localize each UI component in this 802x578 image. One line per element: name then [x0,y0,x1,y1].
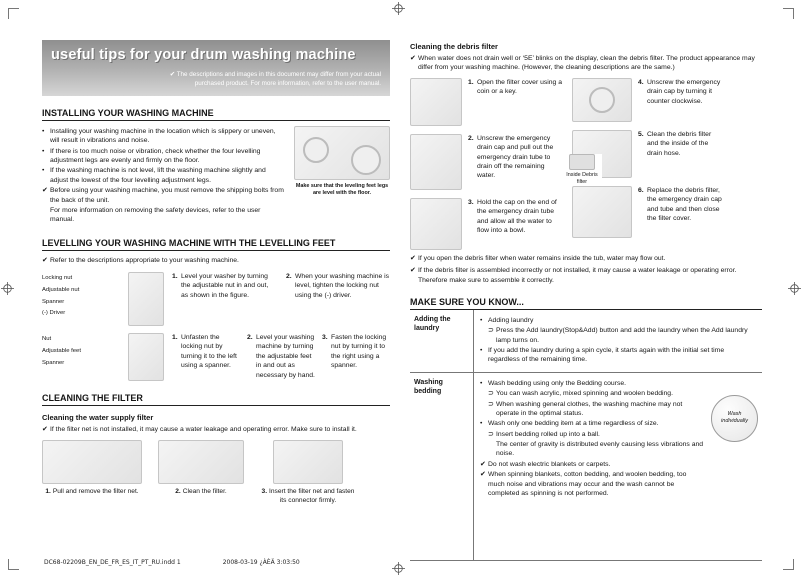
inside-debris-filter-label [562,154,602,186]
diagram-label: Spanner [42,298,65,305]
diagram-labels [42,333,123,381]
step-item [468,78,564,126]
step-number: 2. [286,273,292,280]
list-item [42,206,284,225]
machine-door-shape [303,137,329,163]
row-content [474,373,762,560]
registration-mark-left [1,282,14,295]
blank-marker [488,440,496,459]
step-number: 2. [175,488,181,496]
section-heading-make-sure: MAKE SURE YOU KNOW... [410,297,762,310]
list-item [42,147,284,166]
bullet-text: If the washing machine is not level, lift the washing machine slightly and adjust the lowest of the four levelling adjustment legs. [50,167,266,184]
bullet-marker: • [480,347,483,354]
filter-step-photo [273,440,343,484]
step-item [638,130,724,178]
step-text: When your washing machine is level, tighten the locking nut using the (-) driver. [295,273,390,299]
filter-step-photo [158,440,244,484]
debris-step-row [410,134,564,190]
leveling-leg-detail-shape [351,145,381,175]
levelling-diagram-1 [42,272,390,326]
step-item [172,333,240,381]
bullet-text: If there is too much noise or vibration, check whether the four levelling adjustment legs are evenly and firmly on the floor. [50,147,261,164]
step-number: 3. [468,198,474,206]
levelling-note [42,256,390,265]
debris-step-photo [410,78,462,126]
drain-cap-shape [589,87,615,113]
debris-warning-notes [410,254,762,285]
step-text: Pull and remove the filter net. [52,488,139,496]
bullet-text: For more information on removing the safety devices, refer to the user manual. [50,206,261,224]
note-text: If you open the debris filter when water remains inside the tub, water may flow out. [418,254,666,262]
diagram-label: Locking nut [42,275,73,281]
subheading-water-supply-filter: Cleaning the water supply filter [42,413,154,422]
sub-marker: ⊃ [488,327,494,335]
banner-note: ✔ The descriptions and images in this document may differ from your actual purchased product. For more information, refer to the user manual. [169,71,381,88]
step-number: 1. [172,334,178,341]
note-text: If the debris filter is assembled incorrectly or not installed, it may cause a water leakage or operating error. Therefore make sure to assemble it correctly. [418,267,737,284]
know-table [410,310,762,561]
step-item [286,272,390,326]
list-item [480,419,704,428]
step-item [247,333,315,381]
check-marker: ✔ [42,256,48,264]
leveling-feet-illustration-1 [128,272,164,326]
check-marker: ✔ [42,426,48,433]
leveling-feet-illustration-2 [128,333,164,381]
item-text: Wash only one bedding item at a time regardless of size. [488,420,659,428]
step-number: 2. [468,134,474,142]
figure-step-caption [260,488,356,505]
crop-mark-bottom-left [8,559,19,570]
step-item [638,78,724,122]
debris-step-photo [572,78,632,122]
step-item [638,186,724,238]
filter-figure [260,440,356,505]
registration-mark-top [392,2,405,15]
bullet-marker: • [480,316,483,324]
filter-note [42,425,390,434]
section-heading-cleaning-filter: CLEANING THE FILTER [42,393,390,406]
crop-mark-bottom-right [783,559,794,570]
installing-list [42,126,284,226]
page-footer [44,559,300,566]
bullet-marker: • [480,420,483,428]
note-text: Refer to the descriptions appropriate to your washing machine. [50,256,239,264]
inset-text: Inside Debris filter [566,171,598,185]
item-text: Insert bedding rolled up into a ball. [496,430,600,438]
step-item [468,134,564,190]
registration-mark-bottom [392,562,405,575]
check-marker: ✔ [410,254,416,262]
left-column [42,40,390,506]
step-text: Fasten the locking nut by turning it to the right using a spanner. [331,334,387,370]
section-heading-levelling: LEVELLING YOUR WASHING MACHINE WITH THE LEVELLING FEET [42,238,390,251]
step-text: Level your washer by turning the adjustable nut in and out, as shown in the figure. [181,273,269,299]
diagram-label: Adjustable feet [42,347,81,354]
step-text: Unscrew the emergency drain cap and pull out the emergency drain tube to drain off the remaining water. [477,134,554,180]
right-column [410,40,762,561]
step-text: Open the filter cover using a coin or a key. [477,78,563,96]
step-text: Clean the debris filter and the inside of the drain hose. [647,130,712,157]
check-marker: ✔ [410,55,416,62]
check-marker: ✔ [480,471,486,479]
list-item [480,470,704,498]
crop-mark-top-right [783,8,794,19]
step-text: Unscrew the emergency drain cap by turning it counter clockwise. [647,78,721,105]
item-text: Do not wash electric blankets or carpets. [488,460,611,468]
row-label: Adding the laundry [410,310,474,372]
list-item [480,460,704,469]
row-label: Washing bedding [410,373,474,560]
bullet-marker [42,206,50,225]
step-number: 5. [638,130,644,138]
diagram-area [42,272,164,326]
sub-marker: ⊃ [488,430,494,438]
footer-file-text: DC68-02209B_EN_DE_FR_ES_IT_PT_RU.indd 1 [44,559,181,566]
note-text: When water does not drain well or ‘5E’ blinks on the display, clean the debris filter. The product appearance may differ from your washing machine. (However, the cleaning descriptions are the same.) [418,55,755,72]
bullet-marker: • [42,147,45,155]
list-item [480,389,704,398]
diagram-label: Nut [42,336,52,342]
item-text: If you add the laundry during a spin cycle, it starts again with the initial set time regardless of the remaining time. [488,347,725,364]
figure-step-caption [158,488,244,497]
levelling-steps-2 [172,333,390,381]
diagram-labels [42,272,123,326]
figure-step-caption [42,488,142,497]
item-text: Wash bedding using only the Bedding course. [488,379,627,387]
levelling-diagram-2 [42,333,390,381]
installing-section [42,126,390,226]
item-text: The center of gravity is distributed evenly causing less vibrations and noise. [496,441,704,458]
step-item [468,198,564,250]
step-text: Hold the cap on the end of the emergency drain tube and allow all the water to flow into a bowl. [477,198,557,234]
bullet-marker: • [42,167,45,175]
debris-step-row [572,78,724,122]
list-item [480,400,704,419]
subheading-debris-filter: Cleaning the debris filter [410,42,498,51]
registration-mark-right [788,282,801,295]
debris-step-row [410,78,564,126]
debris-steps-grid [410,78,762,250]
check-marker: ✔ [480,460,486,468]
diagram-label: Spanner [42,359,65,366]
item-text: Adding laundry [488,316,534,324]
table-row [410,310,762,373]
debris-step-photo [410,134,462,190]
list-item [42,186,284,205]
levelling-steps-1 [172,272,390,326]
step-number: 1. [468,78,474,86]
section-heading-installing: INSTALLING YOUR WASHING MACHINE [42,108,390,121]
item-text: You can wash acrylic, mixed spinning and woolen bedding. [496,390,673,398]
item-text: When spinning blankets, cotton bedding, and woolen bedding, too much noise and vibrations may occur and the wash cannot be completed as spinning is not performed. [488,471,687,497]
sub-marker: ⊃ [488,400,494,408]
step-number: 2. [247,334,253,341]
warning-note [410,266,762,285]
bullet-text: Installing your washing machine in the location which is slippery or uneven, will result in vibrations and noise. [50,127,276,145]
washing-machine-figure [294,126,390,226]
list-item [42,127,284,146]
page-title: useful tips for your drum washing machine [51,47,356,63]
bullet-text: Before using your washing machine, you must remove the shipping bolts from the back of the unit. [50,187,284,204]
step-text: Insert the filter net and fasten its connector firmly. [269,488,355,504]
filter-figure [42,440,142,505]
figure-caption: Make sure that the leveling feet legs are level with the floor. [295,182,389,197]
step-number: 1. [45,488,51,496]
step-text: Replace the debris filter, the emergency drain cap and tube and then close the filter cover. [647,186,722,222]
sub-marker: ⊃ [488,390,494,398]
bullet-marker: • [42,127,45,135]
step-number: 1. [172,273,178,280]
step-text: Level your washing machine by turning the adjustable feet in and out as necessary by hand. [256,334,315,379]
step-item [322,333,390,381]
debris-step-photo [572,186,632,238]
item-text: Press the Add laundry(Stop&Add) button and add the laundry when the Add laundry lamp turns on. [496,327,748,344]
step-number: 3. [322,334,328,341]
debris-step-row [410,198,564,250]
step-number: 6. [638,186,644,194]
step-text: Unfasten the locking nut by turning it to the left using a spanner. [181,334,237,370]
note-text: If the filter net is not installed, it may cause a water leakage and operating error. Make sure to install it. [50,426,357,433]
row-content [474,310,762,372]
bullet-marker: • [480,379,483,387]
list-item [42,166,284,185]
list-item [480,430,704,439]
step-number: 4. [638,78,644,86]
washing-machine-illustration [294,126,390,180]
list-item [480,440,704,459]
diagram-label: (-) Driver [42,310,66,317]
filter-figures [42,440,390,505]
filter-figure [158,440,244,505]
list-item [480,326,756,345]
step-number: 3. [261,488,268,496]
filter-step-photo [42,440,142,484]
page-banner [42,40,390,96]
wash-individually-badge: Wash individually [711,395,758,442]
debris-step-row [572,186,724,238]
footer-date-text: 2008-03-19 ¿ÀÈÄ 3:03:50 [222,559,300,566]
diagram-area [42,333,164,381]
debris-group-1 [410,78,564,250]
debris-note [410,54,762,73]
item-text: When washing general clothes, the washing machine may not operate in the optimal status. [496,400,683,417]
step-text: Clean the filter. [182,488,227,496]
list-item [480,316,756,325]
debris-step-photo [410,198,462,250]
check-marker: ✔ [410,267,416,275]
check-marker: ✔ [42,187,48,195]
diagram-label: Adjustable nut [42,286,80,293]
crop-mark-top-left [8,8,19,19]
list-item [480,379,704,388]
inset-thumbnail [569,154,595,170]
list-item [480,346,756,365]
warning-note [410,254,762,263]
step-item [172,272,276,326]
table-row [410,373,762,561]
